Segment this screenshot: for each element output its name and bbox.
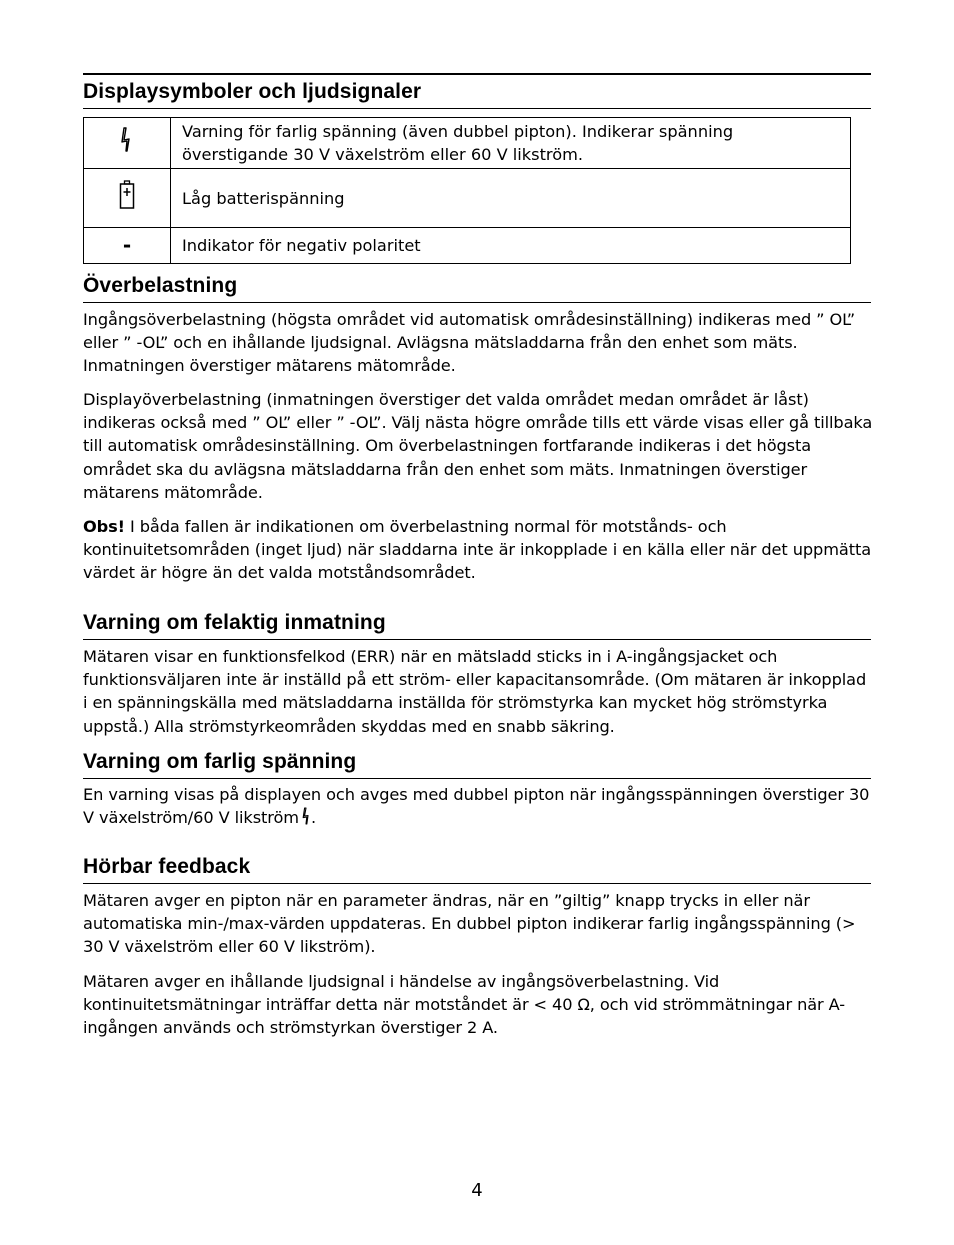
- paragraph-overload-2: Displayöverbelastning (inmatningen överstiger det valda området medan området är låst) indikeras också med ” OL” eller ” -OL”. Välj nästa högre område tills ett värde visas eller gå tillbaka till automatisk områdesinställning. Om överbelastningen fortfarande indikeras i det högsta området ska du avlägsna mätsladdarna från den enhet som mäts. Inmatningen överstiger mätarens mätområde.: [83, 390, 873, 502]
- battery-icon: [84, 169, 171, 228]
- heading-display-symbols: Displaysymboler och ljudsignaler: [83, 78, 871, 109]
- table-row: [84, 118, 851, 169]
- lightning-bolt-icon: [302, 807, 311, 825]
- note-label: Obs!: [83, 517, 125, 536]
- row-text: Varning för farlig spänning (även dubbel pipton). Indikerar spänning överstigande 30 V växelström eller 60 V likström.: [171, 118, 851, 169]
- paragraph-overload-1: Ingångsöverbelastning (högsta området vid automatisk områdesinställning) indikeras med ” OL” eller ” -OL” och en ihållande ljudsignal. Avlägsna mätsladdarna från den enhet som mäts. Inmatningen överstiger mätarens mätområde.: [83, 310, 856, 376]
- heading-overload: Överbelastning: [83, 272, 871, 303]
- heading-wrong-input: Varning om felaktig inmatning: [83, 609, 871, 640]
- paragraph-audible-2: Mätaren avger en ihållande ljudsignal i händelse av ingångsöverbelastning. Vid kontinuitetsmätningar inträffar detta när motståndet är < 40 Ω, och vid strömmätningar när A-ingången används och strömstyrkan överstiger 2 A.: [83, 972, 846, 1038]
- page-number: 4: [471, 1180, 483, 1201]
- table-row: [84, 169, 851, 228]
- heading-audible-feedback: Hörbar feedback: [83, 853, 871, 884]
- row-text: Indikator för negativ polaritet: [171, 228, 851, 264]
- hazard-text-end: .: [310, 808, 316, 828]
- lightning-bolt-icon: [84, 118, 171, 169]
- paragraph-audible-1: Mätaren avger en pipton när en parameter ändras, när en ”giltig” knapp trycks in eller när automatiska min-/max-värden uppdateras. En dubbel pipton indikerar farlig ingångsspänning (> 30 V växelström eller 60 V likström).: [83, 891, 856, 957]
- minus-sign: -: [84, 228, 171, 264]
- display-symbols-table: [83, 117, 851, 264]
- paragraph-overload-note: [83, 515, 873, 585]
- table-row: [84, 228, 851, 264]
- row-text: Låg batterispänning: [171, 169, 851, 228]
- top-rule: [83, 73, 871, 75]
- paragraph-hazard-voltage: [83, 783, 873, 829]
- note-text: I båda fallen är indikationen om överbelastning normal för motstånds- och kontinuitetsområden (inget ljud) när sladdarna inte är inkopplade i en källa eller när det uppmätta värdet är högre än det valda motståndsområdet.: [83, 517, 872, 583]
- paragraph-wrong-input: Mätaren visar en funktionsfelkod (ERR) när en mätsladd sticks in i A-ingångsjacket och funktionsväljaren inte är inställd på ett ström- eller kapacitansområde. (Om mätaren är inkopplad i en spänningskälla med mätsladdarna inställda för strömstyrka kan mycket hög strömstyrka uppstå.) Alla strömstyrkeområden skyddas med en snabb säkring.: [83, 647, 867, 736]
- heading-hazard-voltage: Varning om farlig spänning: [83, 748, 871, 779]
- hazard-text: En varning visas på displayen och avges med dubbel pipton när ingångsspänningen överstiger 30 V växelström/60 V likström: [83, 785, 870, 828]
